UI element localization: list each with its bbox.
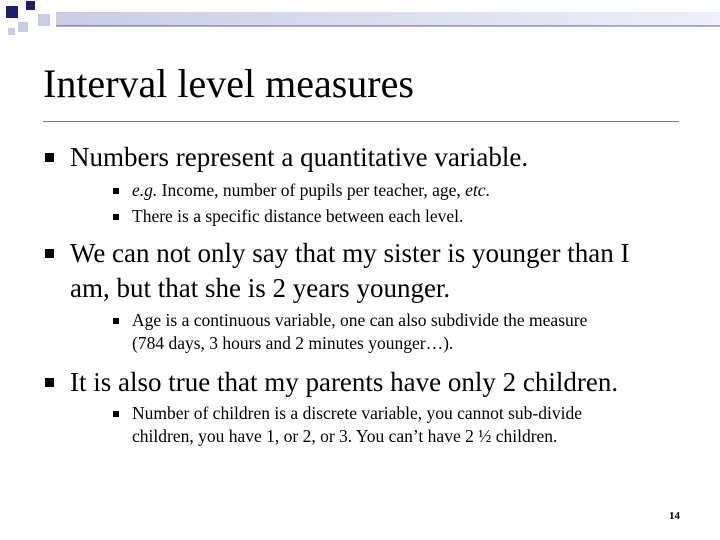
sub-text: Income, number of pupils per teacher, age,	[157, 180, 466, 200]
sub-bullet-2-1-line-1: Age is a continuous variable, one can also subdivide the measure	[132, 310, 588, 330]
eg-text: e.g.	[132, 180, 158, 200]
bullet-1-text: Numbers represent a quantitative variable.	[70, 142, 529, 172]
light-square-2	[18, 22, 28, 32]
sub-bullet-marker	[113, 411, 119, 417]
navy-square-1	[6, 6, 18, 18]
bullet-2-line-1: We can not only say that my sister is younger than I	[70, 238, 630, 268]
slide-title: Interval level measures	[43, 61, 414, 106]
page-number: 14	[669, 510, 680, 522]
bullet-3-text: It is also true that my parents have only 2 children.	[70, 367, 619, 397]
bullet-marker	[45, 249, 54, 258]
sub-bullet-1-2: There is a specific distance between each level.	[132, 206, 464, 226]
header-decoration	[0, 0, 720, 40]
sub-bullet-3-1-line-2: children, you have 1, or 2, or 3. You can’t have 2 ½ children.	[132, 426, 558, 446]
header-bar-edge	[56, 25, 720, 27]
bullet-marker	[45, 378, 54, 387]
sub-bullet-1-1	[132, 179, 692, 202]
sub-bullet-marker	[113, 188, 119, 194]
sub-bullet-2-1-line-2: (784 days, 3 hours and 2 minutes younger…).	[132, 333, 454, 353]
navy-square-2	[26, 1, 35, 10]
etc-text: etc	[465, 180, 486, 200]
sub-bullet-marker	[113, 318, 119, 324]
light-square-1	[38, 14, 50, 26]
header-bar	[56, 12, 720, 26]
sub-text-end: .	[485, 180, 490, 200]
bullet-marker	[45, 153, 54, 162]
sub-bullet-marker	[113, 214, 119, 220]
light-square-3	[8, 28, 15, 35]
bullet-2-line-2: am, but that she is 2 years younger.	[70, 273, 451, 303]
sub-bullet-3-1-line-1: Number of children is a discrete variable, you cannot sub-divide	[132, 403, 582, 423]
title-rule	[43, 121, 679, 122]
